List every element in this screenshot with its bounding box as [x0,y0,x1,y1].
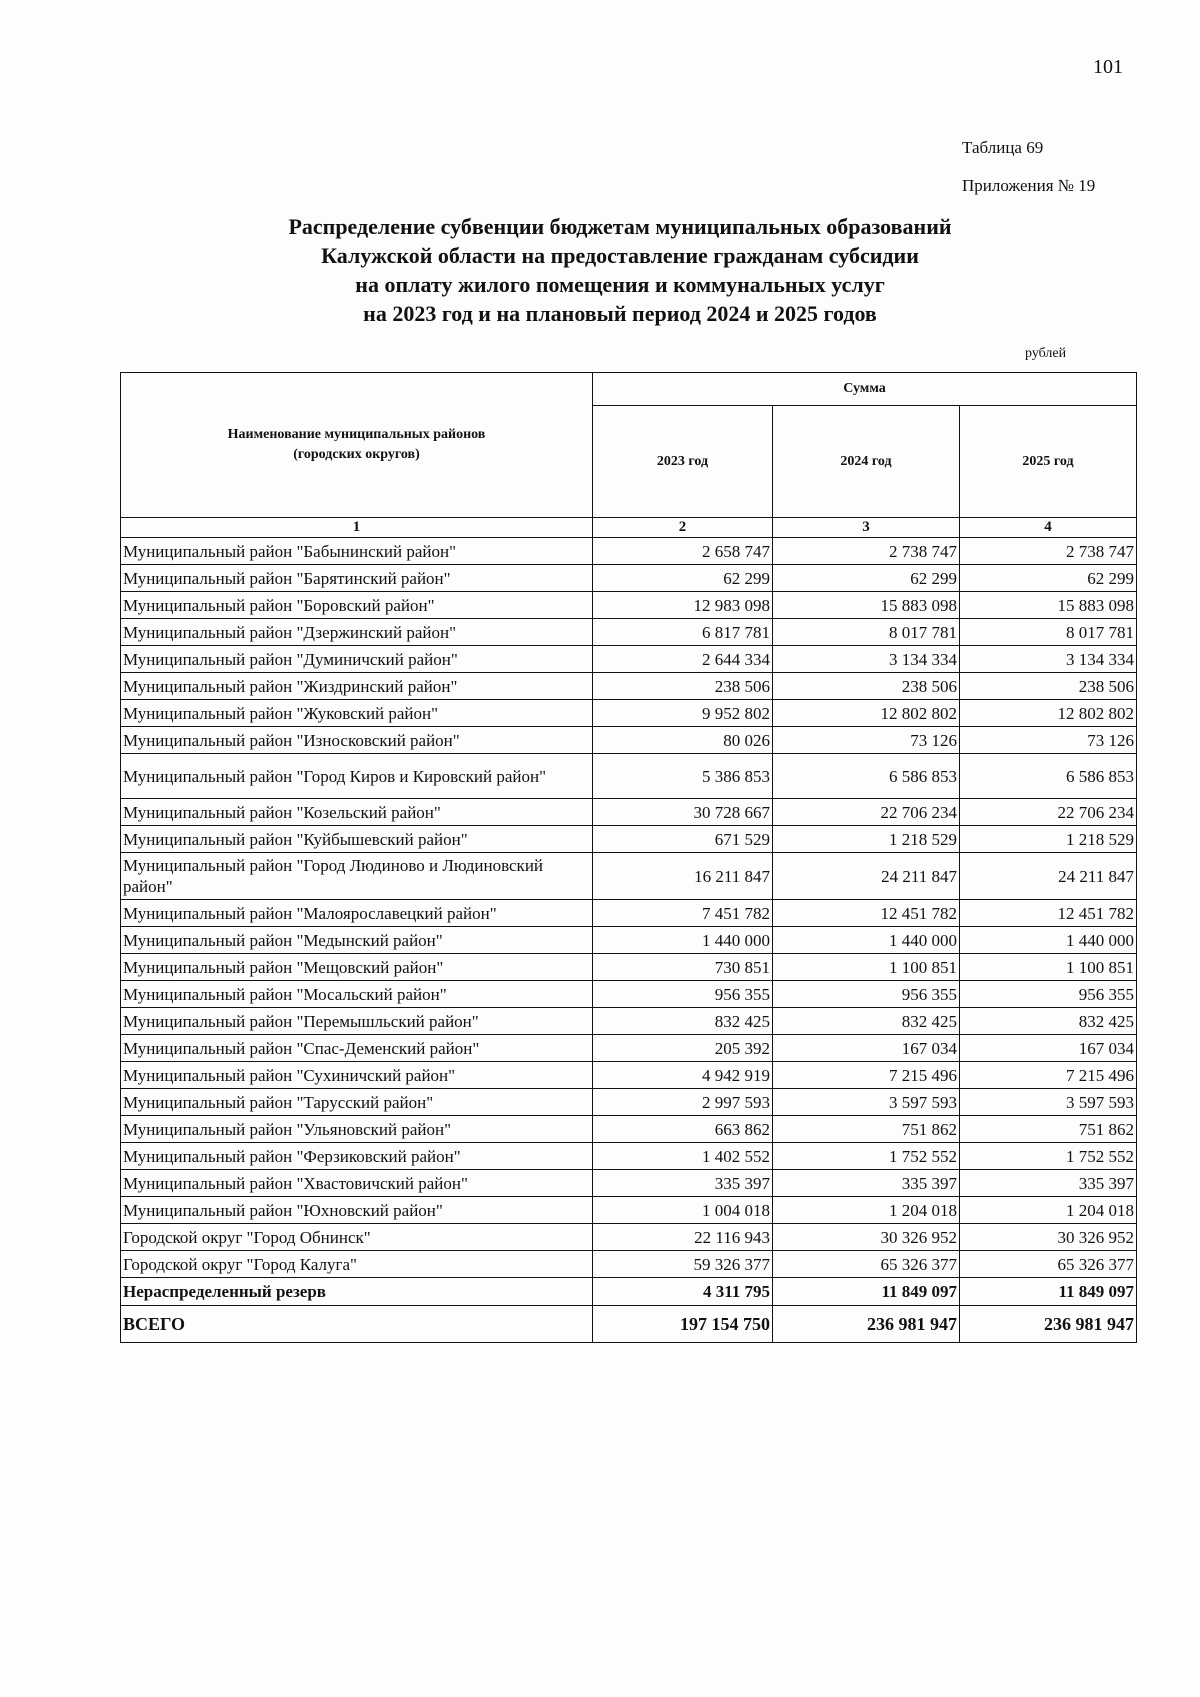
table-row [121,565,1137,592]
appendix-label: Приложения № 19 [962,176,1096,195]
amount-2024: 24 211 847 [773,853,960,900]
district-name: Муниципальный район "Спас-Деменский район" [121,1035,593,1062]
amount-2025: 832 425 [960,1008,1137,1035]
district-name: Городской округ "Город Калуга" [121,1251,593,1278]
amount-2023: 5 386 853 [593,754,773,799]
amount-2024: 3 597 593 [773,1089,960,1116]
amount-2025: 238 506 [960,673,1137,700]
district-name: Муниципальный район "Тарусский район" [121,1089,593,1116]
amount-2024: 11 849 097 [773,1278,960,1306]
table-row [121,1035,1137,1062]
header-year-2024: 2024 год [773,406,960,518]
amount-2025: 1 100 851 [960,954,1137,981]
amount-2023: 663 862 [593,1116,773,1143]
district-name: Муниципальный район "Мосальский район" [121,981,593,1008]
district-name: Муниципальный район "Юхновский район" [121,1197,593,1224]
total-row [121,1306,1137,1343]
amount-2025: 2 738 747 [960,538,1137,565]
amount-2024: 30 326 952 [773,1224,960,1251]
header-name [121,373,593,518]
table-row [121,1224,1137,1251]
table-row [121,900,1137,927]
amount-2025: 3 134 334 [960,646,1137,673]
units-label: рублей [1025,346,1067,361]
column-number: 3 [773,518,960,538]
amount-2024: 2 738 747 [773,538,960,565]
header-name-line: (городских округов) [293,447,420,462]
table-row [121,1170,1137,1197]
district-name: Муниципальный район "Медынский район" [121,927,593,954]
amount-2024: 1 204 018 [773,1197,960,1224]
amount-2023: 1 004 018 [593,1197,773,1224]
amount-2023: 62 299 [593,565,773,592]
header-year-2025: 2025 год [960,406,1137,518]
amount-2023: 2 644 334 [593,646,773,673]
amount-2023: 9 952 802 [593,700,773,727]
amount-2024: 8 017 781 [773,619,960,646]
amount-2025: 12 802 802 [960,700,1137,727]
amount-2025: 73 126 [960,727,1137,754]
district-name: Муниципальный район "Малоярославецкий район" [121,900,593,927]
amount-2025: 62 299 [960,565,1137,592]
table-row [121,673,1137,700]
amount-2024: 7 215 496 [773,1062,960,1089]
amount-2023: 238 506 [593,673,773,700]
amount-2024: 956 355 [773,981,960,1008]
reserve-row [121,1278,1137,1306]
amount-2023: 730 851 [593,954,773,981]
amount-2023: 1 402 552 [593,1143,773,1170]
amount-2023: 335 397 [593,1170,773,1197]
amount-2023: 22 116 943 [593,1224,773,1251]
district-name: Муниципальный район "Ферзиковский район" [121,1143,593,1170]
amount-2025: 24 211 847 [960,853,1137,900]
amount-2023: 2 997 593 [593,1089,773,1116]
district-name: Муниципальный район "Перемышльский район" [121,1008,593,1035]
amount-2023: 205 392 [593,1035,773,1062]
table-row [121,1089,1137,1116]
amount-2024: 12 802 802 [773,700,960,727]
amount-2023: 1 440 000 [593,927,773,954]
table-row [121,754,1137,799]
amount-2024: 22 706 234 [773,799,960,826]
district-name: Муниципальный район "Сухиничский район" [121,1062,593,1089]
table-row [121,727,1137,754]
table-row [121,954,1137,981]
header-year-2023: 2023 год [593,406,773,518]
amount-2025: 6 586 853 [960,754,1137,799]
table-row [121,1008,1137,1035]
amount-2024: 1 100 851 [773,954,960,981]
district-name: Муниципальный район "Куйбышевский район" [121,826,593,853]
amount-2024: 751 862 [773,1116,960,1143]
table-row [121,826,1137,853]
district-name: Муниципальный район "Дзержинский район" [121,619,593,646]
table-row [121,538,1137,565]
district-name: Муниципальный район "Бабынинский район" [121,538,593,565]
amount-2024: 236 981 947 [773,1306,960,1343]
amount-2025: 65 326 377 [960,1251,1137,1278]
table-row [121,799,1137,826]
column-number-row [121,518,1137,538]
column-number: 4 [960,518,1137,538]
table-row [121,592,1137,619]
amount-2024: 1 218 529 [773,826,960,853]
district-name: Муниципальный район "Город Киров и Кировский район" [121,754,593,799]
amount-2024: 62 299 [773,565,960,592]
table-row [121,853,1137,900]
district-name: Муниципальный район "Город Людиново и Людиновский район" [121,853,593,900]
table-row [121,646,1137,673]
amount-2023: 671 529 [593,826,773,853]
district-name: Муниципальный район "Думиничский район" [121,646,593,673]
district-name: Муниципальный район "Козельский район" [121,799,593,826]
amount-2025: 1 440 000 [960,927,1137,954]
amount-2023: 2 658 747 [593,538,773,565]
amount-2025: 30 326 952 [960,1224,1137,1251]
header-name-line: Наименование муниципальных районов [227,427,486,442]
table-row [121,1197,1137,1224]
amount-2024: 6 586 853 [773,754,960,799]
amount-2023: 16 211 847 [593,853,773,900]
title-line: Распределение субвенции бюджетам муниципальных образований [288,214,952,239]
table-row [121,1143,1137,1170]
table-row [121,981,1137,1008]
budget-table [120,372,1137,1343]
amount-2025: 236 981 947 [960,1306,1137,1343]
amount-2023: 30 728 667 [593,799,773,826]
amount-2024: 1 752 552 [773,1143,960,1170]
amount-2025: 1 204 018 [960,1197,1137,1224]
header-sum: Сумма [593,373,1137,406]
amount-2025: 15 883 098 [960,592,1137,619]
amount-2023: 80 026 [593,727,773,754]
page-number: 101 [1093,56,1123,78]
table-row [121,1251,1137,1278]
title-line: Калужской области на предоставление гражданам субсидии [321,243,919,268]
district-name: Муниципальный район "Хвастовичский район" [121,1170,593,1197]
column-number: 1 [121,518,593,538]
district-name: Муниципальный район "Барятинский район" [121,565,593,592]
amount-2025: 11 849 097 [960,1278,1137,1306]
district-name: Нераспределенный резерв [121,1278,593,1306]
table-row [121,927,1137,954]
amount-2023: 832 425 [593,1008,773,1035]
amount-2024: 65 326 377 [773,1251,960,1278]
amount-2025: 1 752 552 [960,1143,1137,1170]
amount-2025: 335 397 [960,1170,1137,1197]
amount-2023: 7 451 782 [593,900,773,927]
amount-2024: 238 506 [773,673,960,700]
amount-2025: 8 017 781 [960,619,1137,646]
district-name: ВСЕГО [121,1306,593,1343]
district-name: Муниципальный район "Жуковский район" [121,700,593,727]
table-row [121,1062,1137,1089]
amount-2025: 12 451 782 [960,900,1137,927]
amount-2024: 167 034 [773,1035,960,1062]
district-name: Муниципальный район "Боровский район" [121,592,593,619]
amount-2023: 12 983 098 [593,592,773,619]
amount-2025: 7 215 496 [960,1062,1137,1089]
district-name: Городской округ "Город Обнинск" [121,1224,593,1251]
title-line: на оплату жилого помещения и коммунальных услуг [355,272,885,297]
amount-2023: 4 311 795 [593,1278,773,1306]
title-line: на 2023 год и на плановый период 2024 и 2025 годов [363,301,877,326]
amount-2024: 3 134 334 [773,646,960,673]
amount-2025: 3 597 593 [960,1089,1137,1116]
district-name: Муниципальный район "Мещовский район" [121,954,593,981]
amount-2024: 12 451 782 [773,900,960,927]
amount-2025: 167 034 [960,1035,1137,1062]
table-row [121,619,1137,646]
document-title [200,212,1040,328]
amount-2024: 832 425 [773,1008,960,1035]
amount-2024: 335 397 [773,1170,960,1197]
district-name: Муниципальный район "Жиздринский район" [121,673,593,700]
table-row [121,1116,1137,1143]
amount-2024: 15 883 098 [773,592,960,619]
table-row [121,700,1137,727]
amount-2023: 197 154 750 [593,1306,773,1343]
amount-2024: 73 126 [773,727,960,754]
district-name: Муниципальный район "Износковский район" [121,727,593,754]
amount-2024: 1 440 000 [773,927,960,954]
amount-2023: 956 355 [593,981,773,1008]
amount-2023: 6 817 781 [593,619,773,646]
amount-2025: 22 706 234 [960,799,1137,826]
amount-2023: 4 942 919 [593,1062,773,1089]
district-name: Муниципальный район "Ульяновский район" [121,1116,593,1143]
amount-2025: 956 355 [960,981,1137,1008]
amount-2023: 59 326 377 [593,1251,773,1278]
column-number: 2 [593,518,773,538]
amount-2025: 751 862 [960,1116,1137,1143]
table-label: Таблица 69 [962,138,1044,157]
amount-2025: 1 218 529 [960,826,1137,853]
